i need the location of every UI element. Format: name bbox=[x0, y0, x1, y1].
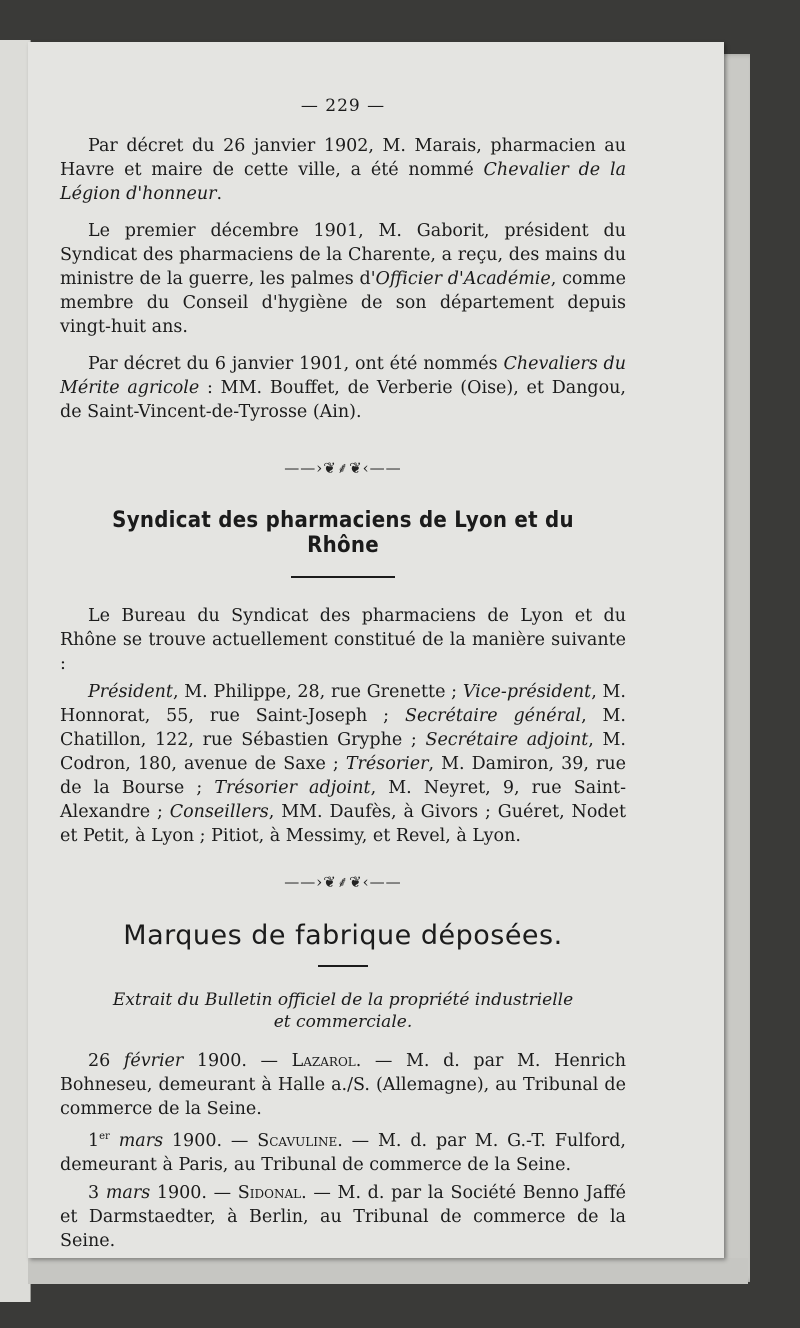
syndicat-members: Président, M. Philippe, 28, rue Grenette ; Vice-président, M. Honnorat, 55, rue Saint-Joseph ; Secrétaire général, M. Chatillon, 122, rue Sébastien Gryphe ; Secrétaire adjoint, M. Codron, 180, avenue de Saxe ; Trésorier, M. Damiron, 39, rue de la Bourse ; Trésorier adjoint, M. Neyret, 9, rue Saint-Alexandre ; Conseillers, MM. Daufès, à Givors ; Guéret, Nodet et Petit, à Lyon ; Pitiot, à Messimy, et Revel, à Lyon. bbox=[60, 682, 627, 846]
section-title-syndicat: Syndicat des pharmaciens de Lyon et du Rhône bbox=[112, 508, 574, 558]
trademark-entry: 1er mars 1900. — Scavuline. — M. d. par M. G.-T. Fulford, demeurant à Paris, au Tribunal de commerce de la Seine. bbox=[60, 1130, 626, 1175]
bottom-page-stack bbox=[28, 1258, 748, 1284]
trademark-entry: 3 mars 1900. — Sidonal. — M. d. par la Société Benno Jaffé et Darmstaedter, à Berlin, au Tribunal de commerce de la Seine. bbox=[60, 1182, 627, 1251]
paragraph-legion-honneur: Par décret du 26 janvier 1902, M. Marais, pharmacien au Havre et maire de cette ville, a été nommé Chevalier de la Légion d'honneur. bbox=[60, 136, 626, 204]
left-page-edge bbox=[0, 40, 31, 1302]
ornament-divider: ——›❦⸙❦‹—— bbox=[284, 459, 402, 477]
section-subtitle: Extrait du Bulletin officiel de la propriété industrielle et commerciale. bbox=[112, 990, 574, 1032]
trademark-entry: 26 février 1900. — Lazarol. — M. d. par M. Henrich Bohneseu, demeurant à Halle a./S. (Allemagne), au Tribunal de commerce de la Seine. bbox=[60, 1051, 626, 1119]
page-content bbox=[60, 96, 626, 1253]
ornament-divider-2: ——›❦⸙❦‹—— bbox=[284, 873, 402, 891]
title-underline bbox=[291, 576, 395, 578]
syndicat-intro: Le Bureau du Syndicat des pharmaciens de Lyon et du Rhône se trouve actuellement constitué de la manière suivante : bbox=[60, 606, 626, 674]
title-underline-2 bbox=[318, 965, 368, 967]
page-number: — 229 — bbox=[300, 96, 386, 116]
paragraph-officier-academie: Le premier décembre 1901, M. Gaborit, président du Syndicat des pharmaciens de la Charente, a reçu, des mains du ministre de la guerre, les palmes d'Officier d'Académie, comme membre du Conseil d'hygiène de son département depuis vingt-huit ans. bbox=[60, 221, 626, 337]
paragraph-merite-agricole: Par décret du 6 janvier 1901, ont été nommés Chevaliers du Mérite agricole : MM. Bouffet, de Verberie (Oise), et Dangou, de Saint-Vincent-de-Tyrosse (Ain). bbox=[60, 354, 626, 422]
section-title-marques: Marques de fabrique déposées. bbox=[123, 920, 563, 951]
